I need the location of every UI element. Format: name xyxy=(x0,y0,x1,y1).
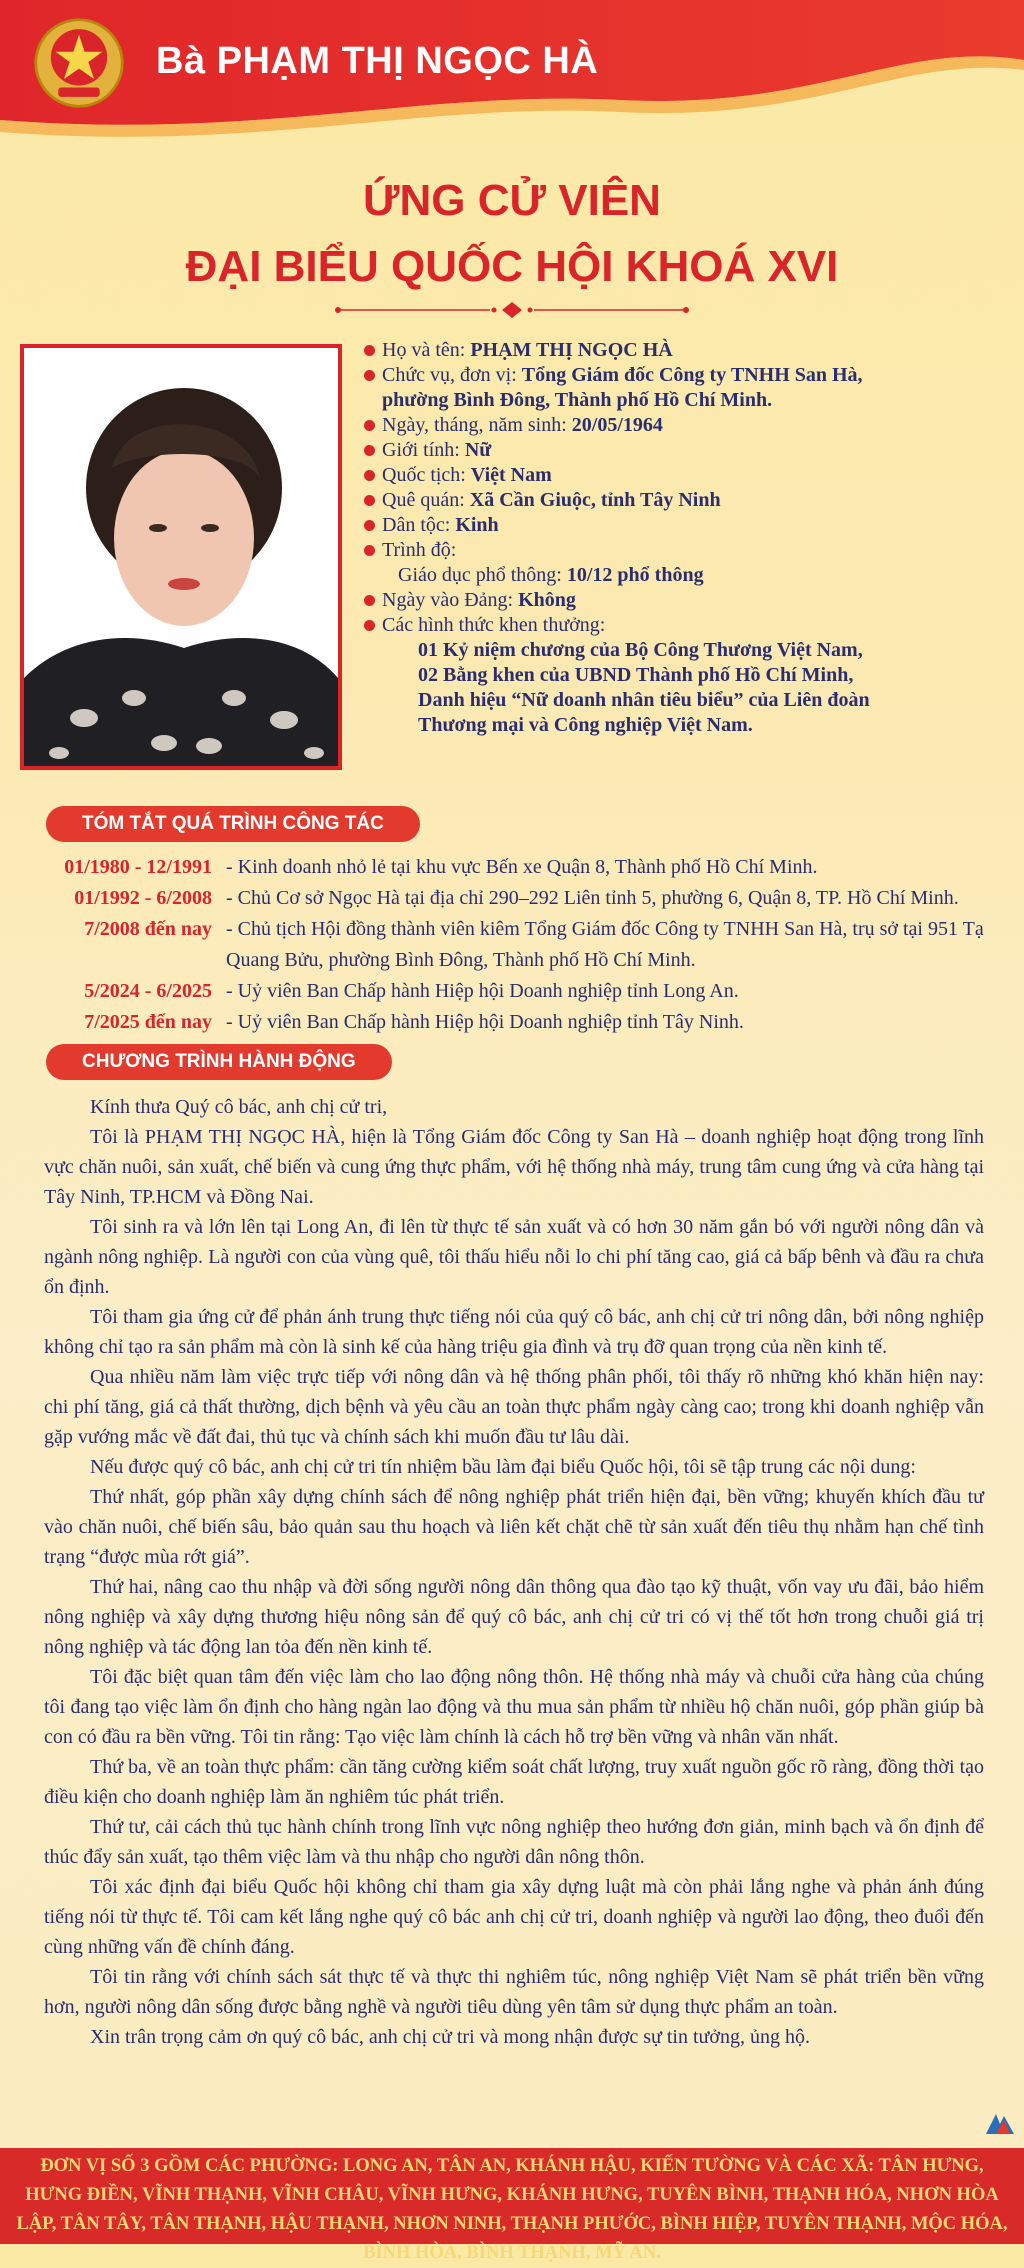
bullet-icon xyxy=(364,420,375,431)
profile-dob-row: Ngày, tháng, năm sinh: 20/05/1964 xyxy=(364,413,1014,438)
program-paragraph: Qua nhiều năm làm việc trực tiếp với nông dân và hệ thống phân phối, tôi thấy rõ những khó khăn hiện nay: chi phí tăng, giá cả thất thường, dịch bệnh và yêu cầu an toàn thực phẩm ngày càng cao; trong khi doanh nghiệp vẫn gặp vướng mắc về đất đai, thủ tục và chính sách khi muốn đầu tư lâu dài. xyxy=(44,1366,984,1448)
bullet-icon xyxy=(364,470,375,481)
profile-nationality-row: Quốc tịch: Việt Nam xyxy=(364,463,1014,488)
newspaper-logo-icon xyxy=(984,2110,1016,2136)
footer-band xyxy=(0,2148,1024,2263)
career-row: 7/2025 đến nay - Uỷ viên Ban Chấp hành Hiệp hội Doanh nghiệp tỉnh Tây Ninh. xyxy=(84,1011,744,1033)
profile-party-row: Ngày vào Đảng: Không xyxy=(364,588,1014,613)
candidate-name-header: Bà PHẠM THỊ NGỌC HÀ xyxy=(156,40,599,82)
program-paragraph: Tôi là PHẠM THỊ NGỌC HÀ, hiện là Tổng Giám đốc Công ty San Hà – doanh nghiệp hoạt động trong lĩnh vực chăn nuôi, sản xuất, chế biến và cung ứng thực phẩm, với hệ thống nhà máy, trung tâm cung ứng và cửa hàng tại Tây Ninh, TP.HCM và Đồng Nai. xyxy=(44,1126,984,1208)
career-list xyxy=(20,852,1010,1038)
bullet-icon xyxy=(364,345,375,356)
program-paragraph: Xin trân trọng cảm ơn quý cô bác, anh chị cử tri và mong nhận được sự tin tưởng, ủng hộ. xyxy=(90,2026,810,2048)
program-paragraph: Tôi tin rằng với chính sách sát thực tế và thực thi nghiêm túc, nông nghiệp Việt Nam sẽ phát triển bền vững hơn, người nông dân sống được bằng nghề và người tiêu dùng yên tâm sử dụng thực phẩm an toàn. xyxy=(44,1966,984,2018)
profile-ethnic-row: Dân tộc: Kinh xyxy=(364,513,1014,538)
program-paragraph: Tôi sinh ra và lớn lên tại Long An, đi lên từ thực tế sản xuất và có hơn 30 năm gắn bó với người nông dân và ngành nông nghiệp. Là người con của vùng quê, tôi thấu hiểu nỗi lo chi phí tăng cao, giá cả bấp bênh và đầu ra chưa ổn định. xyxy=(44,1216,984,1298)
bullet-icon xyxy=(364,495,375,506)
profile-school-row: Giáo dục phổ thông: 10/12 phổ thông xyxy=(398,564,704,586)
award-item: 01 Kỷ niệm chương của Bộ Công Thương Việt Nam, xyxy=(418,639,863,661)
bullet-icon xyxy=(364,620,375,631)
career-section-title: TÓM TẮT QUÁ TRÌNH CÔNG TÁC xyxy=(46,806,420,842)
profile-hometown-row: Quê quán: Xã Cần Giuộc, tỉnh Tây Ninh xyxy=(364,488,1014,513)
program-paragraph: Tôi tham gia ứng cử để phản ánh trung thực tiếng nói của quý cô bác, anh chị cử tri nông dân, bởi nông nghiệp không chỉ tạo ra sản phẩm mà còn là sinh kế của hàng triệu gia đình và trụ đỡ quan trọng của nền kinh tế. xyxy=(44,1306,984,1358)
award-item: Thương mại và Công nghiệp Việt Nam. xyxy=(418,714,753,736)
program-paragraph: Tôi xác định đại biểu Quốc hội không chỉ tham gia xây dựng luật mà còn phải lắng nghe và phản ánh đúng tiếng nói từ thực tế. Tôi cam kết lắng nghe quý cô bác anh chị cử tri, doanh nghiệp và người lao động, theo đuổi đến cùng những vấn đề chính đáng. xyxy=(44,1876,984,1958)
bullet-icon xyxy=(364,545,375,556)
program-paragraph: Nếu được quý cô bác, anh chị cử tri tín nhiệm bầu làm đại biểu Quốc hội, tôi sẽ tập trung các nội dung: xyxy=(90,1456,916,1478)
bullet-icon xyxy=(364,595,375,606)
award-item: 02 Bằng khen của UBND Thành phố Hồ Chí Minh, xyxy=(418,664,854,686)
bullet-icon xyxy=(364,370,375,381)
candidate-portrait xyxy=(20,344,342,770)
career-row: 7/2008 đến nay - Chủ tịch Hội đồng thành viên kiêm Tổng Giám đốc Công ty TNHH San Hà, trụ sở tại 951 Tạ Quang Bửu, phường Bình Đông, Thành phố Hồ Chí Minh. xyxy=(84,918,984,971)
program-paragraph: Kính thưa Quý cô bác, anh chị cử tri, xyxy=(90,1096,388,1118)
national-emblem-icon xyxy=(32,16,126,110)
profile-name-value: PHẠM THỊ NGỌC HÀ xyxy=(470,339,673,361)
profile-position-row: Chức vụ, đơn vị: Tổng Giám đốc Công ty TNHH San Hà, phường Bình Đông, Thành phố Hồ Chí Minh. xyxy=(364,363,1014,413)
program-paragraph: Thứ hai, nâng cao thu nhập và đời sống người nông dân thông qua đào tạo kỹ thuật, vốn vay ưu đãi, bảo hiểm nông nghiệp và xây dựng thương hiệu nông sản để quý cô bác, anh chị cử tri có vị thế tốt hơn trong chuỗi giá trị nông nghiệp và tác động lan tỏa đến nền kinh tế. xyxy=(44,1576,984,1658)
program-paragraph: Tôi đặc biệt quan tâm đến việc làm cho lao động nông thôn. Hệ thống nhà máy và chuỗi cửa hàng của chúng tôi đang tạo việc làm ổn định cho hàng ngàn lao động và thu mua sản phẩm từ nhiều hộ chăn nuôi, góp phần giúp bà con có đầu ra bền vững. Tôi tin rằng: Tạo việc làm chính là cách hỗ trợ bền vững và nhân văn nhất. xyxy=(44,1666,984,1748)
program-paragraph: Thứ tư, cải cách thủ tục hành chính trong lĩnh vực nông nghiệp theo hướng đơn giản, minh bạch và ổn định để thúc đẩy sản xuất, tạo thêm việc làm và thu nhập cho người dân nông thôn. xyxy=(44,1816,984,1868)
program-paragraph: Thứ nhất, góp phần xây dựng chính sách để nông nghiệp phát triển hiện đại, bền vững; khuyến khích đầu tư vào chăn nuôi, chế biến sâu, bảo quản sau thu hoạch và liên kết chặt chẽ từ sản xuất đến tiêu thụ nhằm hạn chế tình trạng “được mùa rớt giá”. xyxy=(44,1486,984,1568)
title-line-1: ỨNG CỬ VIÊN xyxy=(363,176,661,225)
ornament-divider xyxy=(330,300,694,320)
profile-info xyxy=(364,338,1014,738)
profile-awards-row: Các hình thức khen thưởng: xyxy=(364,613,1014,638)
career-row: 01/1980 - 12/1991 - Kinh doanh nhỏ lẻ tại khu vực Bến xe Quận 8, Thành phố Hồ Chí Minh. xyxy=(64,856,818,878)
career-row: 5/2024 - 6/2025 - Uỷ viên Ban Chấp hành Hiệp hội Doanh nghiệp tỉnh Long An. xyxy=(84,980,739,1002)
bullet-icon xyxy=(364,520,375,531)
program-section-title: CHƯƠNG TRÌNH HÀNH ĐỘNG xyxy=(46,1044,392,1080)
profile-gender-row: Giới tính: Nữ xyxy=(364,438,1014,463)
award-item: Danh hiệu “Nữ doanh nhân tiêu biểu” của Liên đoàn xyxy=(418,689,870,711)
footer-constituency-text: ĐƠN VỊ SỐ 3 GỒM CÁC PHƯỜNG: LONG AN, TÂN AN, KHÁNH HẬU, KIẾN TƯỜNG VÀ CÁC XÃ: TÂN HƯNG, HƯNG ĐIỀN, VĨNH THẠNH, VĨNH CHÂU, VĨNH HƯNG, KHÁNH HƯNG, TUYÊN BÌNH, THẠNH HÓA, NHƠN HÒA LẬP, TÂN TÂY, TÂN THẠNH, HẬU THẠNH, NHƠN NINH, THẠNH PHƯỚC, BÌNH HIỆP, TUYÊN THẠNH, MỘC HÓA, BÌNH HÒA, BÌNH THẠNH, MỸ AN. xyxy=(16,2156,1008,2263)
action-program xyxy=(44,1092,984,2052)
bullet-icon xyxy=(364,445,375,456)
profile-education-row: Trình độ: xyxy=(364,538,1014,563)
career-row: 01/1992 - 6/2008 - Chủ Cơ sở Ngọc Hà tại địa chỉ 290–292 Liên tỉnh 5, phường 6, Quận 8, TP. Hồ Chí Minh. xyxy=(74,887,959,909)
program-paragraph: Thứ ba, về an toàn thực phẩm: cần tăng cường kiểm soát chất lượng, truy xuất nguồn gốc rõ ràng, đồng thời tạo điều kiện cho doanh nghiệp làm ăn nghiêm túc phát triển. xyxy=(44,1756,984,1808)
title-line-2: ĐẠI BIỂU QUỐC HỘI KHOÁ XVI xyxy=(185,242,839,291)
profile-name-row: Họ và tên: PHẠM THỊ NGỌC HÀ xyxy=(364,338,1014,363)
